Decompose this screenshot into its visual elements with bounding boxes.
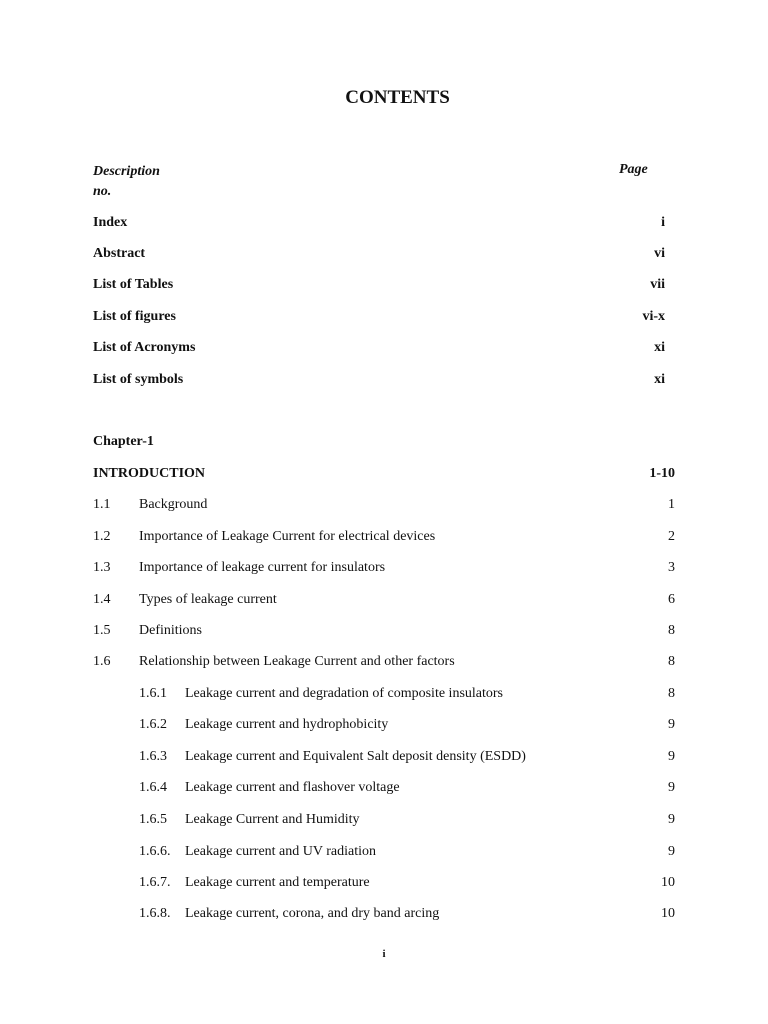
toc-entry-label: Index	[93, 215, 128, 230]
subsection-page: 9	[668, 749, 675, 764]
section-label: Relationship between Leakage Current and other factors	[139, 654, 455, 669]
toc-subsection-1-6-1[interactable]	[93, 684, 675, 704]
section-page: 2	[668, 529, 675, 544]
subsection-label: Leakage current and flashover voltage	[185, 780, 400, 795]
toc-section-1-6[interactable]	[93, 652, 675, 672]
toc-entry-page: i	[661, 215, 665, 230]
toc-entry-page: xi	[654, 340, 665, 355]
subsection-number: 1.6.3	[139, 749, 167, 764]
toc-section-1-3[interactable]	[93, 558, 675, 578]
toc-section-1-5[interactable]	[93, 621, 675, 641]
chapter-pages: 1-10	[649, 466, 675, 481]
toc-entry-label: List of Acronyms	[93, 340, 196, 355]
toc-entry-list-of-acronyms[interactable]	[93, 338, 675, 358]
toc-entry-list-of-symbols[interactable]	[93, 370, 675, 390]
toc-subsection-1-6-3[interactable]	[93, 747, 675, 767]
toc-entry-page: xi	[654, 372, 665, 387]
toc-section-1-2[interactable]	[93, 527, 675, 547]
toc-entry-page: vi-x	[642, 309, 665, 324]
subsection-label: Leakage current and degradation of composite insulators	[185, 686, 503, 701]
toc-subsection-1-6-7[interactable]	[93, 873, 675, 893]
description-header-label: Description	[93, 164, 160, 179]
toc-entry-list-of-tables[interactable]	[93, 275, 675, 295]
chapter-title: INTRODUCTION	[93, 466, 206, 481]
page-title: CONTENTS	[345, 87, 450, 108]
subsection-page: 9	[668, 844, 675, 859]
section-number: 1.2	[93, 529, 111, 544]
toc-section-1-1[interactable]	[93, 495, 675, 515]
toc-entry-list-of-figures[interactable]	[93, 307, 675, 327]
toc-entry-label: List of Tables	[93, 277, 174, 292]
page-column-header: Page	[619, 162, 648, 177]
subsection-label: Leakage current and hydrophobicity	[185, 717, 389, 732]
subsection-page: 10	[661, 906, 675, 921]
toc-entry-label: Abstract	[93, 246, 146, 261]
toc-entry-page: vii	[650, 277, 665, 292]
toc-entry-page: vi	[654, 246, 665, 261]
subsection-page: 9	[668, 717, 675, 732]
chapter-label	[93, 432, 675, 452]
page-no-header-label-line2: no.	[93, 184, 112, 199]
section-label: Importance of Leakage Current for electrical devices	[139, 529, 436, 544]
subsection-number: 1.6.7.	[139, 875, 171, 890]
section-label: Types of leakage current	[139, 592, 277, 607]
toc-entry-label: List of figures	[93, 309, 176, 324]
section-page: 3	[668, 560, 675, 575]
chapter-number: Chapter-1	[93, 434, 154, 449]
section-page: 6	[668, 592, 675, 607]
toc-subsection-1-6-6[interactable]	[93, 842, 675, 862]
description-column-header	[93, 162, 160, 202]
section-label: Background	[139, 497, 208, 512]
section-page: 8	[668, 623, 675, 638]
subsection-label: Leakage Current and Humidity	[185, 812, 360, 827]
subsection-page: 9	[668, 812, 675, 827]
subsection-number: 1.6.4	[139, 780, 167, 795]
toc-subsection-1-6-4[interactable]	[93, 778, 675, 798]
page-number-footer: i	[382, 948, 386, 960]
section-page: 1	[668, 497, 675, 512]
toc-section-1-4[interactable]	[93, 590, 675, 610]
subsection-number: 1.6.5	[139, 812, 167, 827]
toc-subsection-1-6-8[interactable]	[93, 904, 675, 924]
subsection-number: 1.6.6.	[139, 844, 171, 859]
section-label: Definitions	[139, 623, 202, 638]
section-number: 1.5	[93, 623, 111, 638]
subsection-label: Leakage current and temperature	[185, 875, 370, 890]
toc-subsection-1-6-2[interactable]	[93, 715, 675, 735]
subsection-page: 9	[668, 780, 675, 795]
section-number: 1.1	[93, 497, 111, 512]
toc-entry-index[interactable]	[93, 213, 675, 233]
subsection-number: 1.6.2	[139, 717, 167, 732]
section-number: 1.4	[93, 592, 111, 607]
section-label: Importance of leakage current for insulators	[139, 560, 386, 575]
subsection-number: 1.6.1	[139, 686, 167, 701]
toc-entry-abstract[interactable]	[93, 244, 675, 264]
subsection-page: 10	[661, 875, 675, 890]
section-number: 1.6	[93, 654, 111, 669]
toc-entry-label: List of symbols	[93, 372, 184, 387]
section-number: 1.3	[93, 560, 111, 575]
section-page: 8	[668, 654, 675, 669]
toc-entry-chapter-title[interactable]	[93, 464, 675, 484]
subsection-label: Leakage current and UV radiation	[185, 844, 376, 859]
toc-subsection-1-6-5[interactable]	[93, 810, 675, 830]
subsection-label: Leakage current and Equivalent Salt deposit density (ESDD)	[185, 749, 526, 764]
subsection-label: Leakage current, corona, and dry band arcing	[185, 906, 440, 921]
subsection-page: 8	[668, 686, 675, 701]
subsection-number: 1.6.8.	[139, 906, 171, 921]
